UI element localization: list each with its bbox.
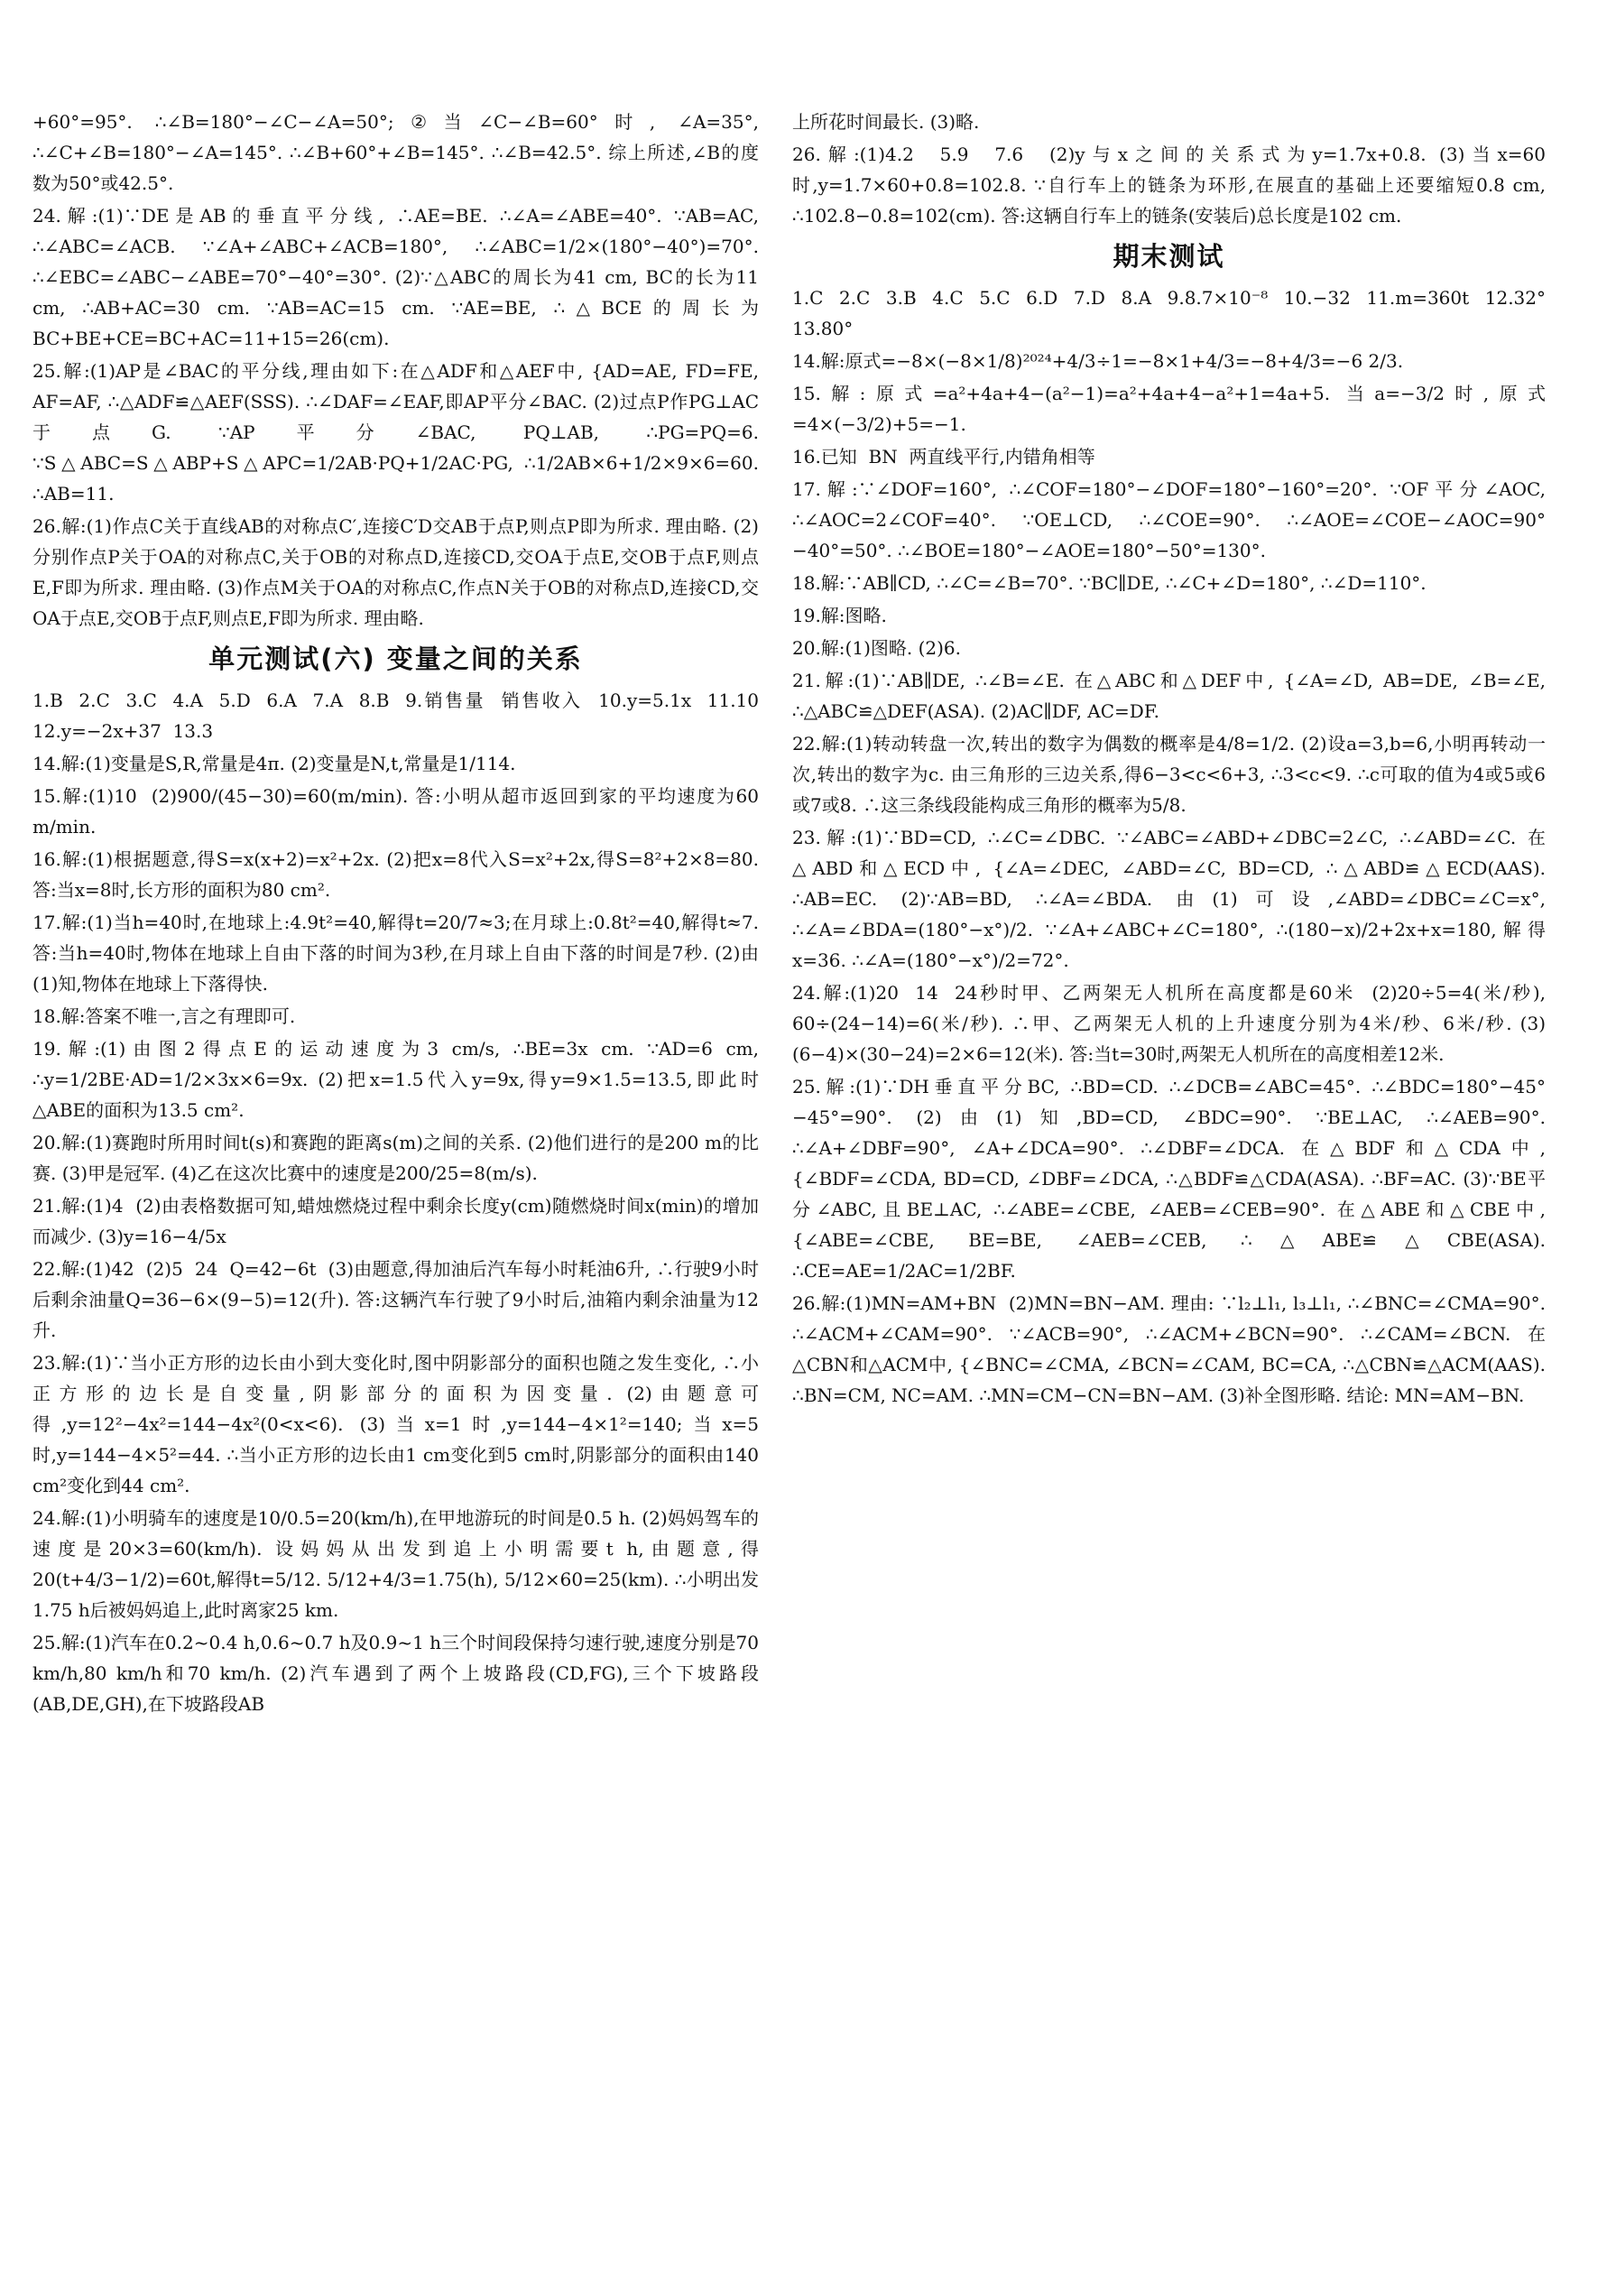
answer-paragraph: 18.解:答案不唯一,言之有理即可. <box>32 1005 296 1027</box>
answer-paragraph: 15.解:原式=a²+4a+4−(a²−1)=a²+4a+4−a²+1=4a+5. 当a=−3/2时,原式=4×(−3/2)+5=−1. <box>792 383 1546 435</box>
answer-paragraph: 21.解:(1)4 (2)由表格数据可知,蜡烛燃烧过程中剩余长度y(cm)随燃烧时间x(min)的增加而减少. (3)y=16−4/5x <box>32 1195 759 1247</box>
answer-paragraph: 24.解:(1)小明骑车的速度是10/0.5=20(km/h),在甲地游玩的时间是0.5 h. (2)妈妈驾车的速度是20×3=60(km/h). 设妈妈从出发到追上小明需要t h,由题意,得20(t+4/3−1/2)=60t,解得t=5/12. 5/12+4/3=1.75(h), 5/12×60=25(km). ∴小明出发1.75 h后被妈妈追上,此时离家25 km. <box>32 1507 759 1621</box>
section-heading: 期末测试 <box>1113 241 1225 272</box>
answer-paragraph: 22.解:(1)42 (2)5 24 Q=42−6t (3)由题意,得加油后汽车每小时耗油6升, ∴行驶9小时后剩余油量Q=36−6×(9−5)=12(升). 答:这辆汽车行驶了9小时后,油箱内剩余油量为12升. <box>32 1258 759 1341</box>
answer-paragraph: 20.解:(1)图略. (2)6. <box>792 637 962 659</box>
answer-paragraph: 1.C 2.C 3.B 4.C 5.C 6.D 7.D 8.A 9.8.7×10⁻⁸ 10.−32 11.m=360t 12.32° 13.80° <box>792 287 1557 339</box>
answer-paragraph: 22.解:(1)转动转盘一次,转出的数字为偶数的概率是4/8=1/2. (2)设a=3,b=6,小明再转动一次,转出的数字为c. 由三角形的三边关系,得6−3<c<6+3, ∴3<c<9. ∴c可取的值为4或5或6或7或8. ∴这三条线段能构成三角形的概率为5/8. <box>792 733 1546 816</box>
answer-paragraph: 23.解:(1)∵BD=CD, ∴∠C=∠DBC. ∵∠ABC=∠ABD+∠DBC=2∠C, ∴∠ABD=∠C. 在△ABD和△ECD中, {∠A=∠DEC, ∠ABD=∠C, BD=CD, ∴△ABD≌△ECD(AAS). ∴AB=EC. (2)∵AB=BD, ∴∠A=∠BDA. 由(1)可设,∠ABD=∠DBC=∠C=x°, ∴∠A=∠BDA=(180°−x°)/2. ∵∠A+∠ABC+∠C=180°, ∴(180−x)/2+2x+x=180,解得x=36. ∴∠A=(180°−x°)/2=72°. <box>792 827 1552 971</box>
answer-paragraph: 18.解:∵AB∥CD, ∴∠C=∠B=70°. ∵BC∥DE, ∴∠C+∠D=180°, ∴∠D=110°. <box>792 572 1427 594</box>
answer-paragraph: 24.解:(1)20 14 24秒时甲、乙两架无人机所在高度都是60米 (2)20÷5=4(米/秒), 60÷(24−14)=6(米/秒). ∴甲、乙两架无人机的上升速度分别为4米/秒、6米/秒. (3)(6−4)×(30−24)=2×6=12(米). 答:当t=30时,两架无人机所在的高度相差12米. <box>792 982 1552 1065</box>
answer-paragraph: 17.解:∵∠DOF=160°, ∴∠COF=180°−∠DOF=180°−160°=20°. ∵OF平分∠AOC, ∴∠AOC=2∠COF=40°. ∵OE⊥CD, ∴∠COE=90°. ∴∠AOE=∠COE−∠AOC=90°−40°=50°. ∴∠BOE=180°−∠AOE=180°−50°=130°. <box>792 478 1552 561</box>
left-column <box>32 106 771 1721</box>
answer-paragraph: 26.解:(1)作点C关于直线AB的对称点C′,连接C′D交AB于点P,则点P即为所求. 理由略. (2)分别作点P关于OA的对称点C,关于OB的对称点D,连接CD,交OA于点E,交OB于点F,则点E,F即为所求. 理由略. (3)作点M关于OA的对称点C,作点N关于OB的对称点D,连接CD,交OA于点E,交OB于点F,则点E,F即为所求. 理由略. <box>32 515 759 629</box>
answer-paragraph: +60°=95°. ∴∠B=180°−∠C−∠A=50°;②当∠C−∠B=60°时, ∠A=35°, ∴∠C+∠B=180°−∠A=145°. ∴∠B+60°+∠B=145°. ∴∠B=42.5°. 综上所述,∠B的度数为50°或42.5°. <box>32 111 765 194</box>
answer-paragraph: 16.解:(1)根据题意,得S=x(x+2)=x²+2x. (2)把x=8代入S=x²+2x,得S=8²+2×8=80. 答:当x=8时,长方形的面积为80 cm². <box>32 848 765 901</box>
answer-paragraph: 1.B 2.C 3.C 4.A 5.D 6.A 7.A 8.B 9.销售量 销售收入 10.y=5.1x 11.10 12.y=−2x+37 13.3 <box>32 690 771 742</box>
answer-paragraph: 23.解:(1)∵当小正方形的边长由小到大变化时,图中阴影部分的面积也随之发生变化, ∴小正方形的边长是自变量,阴影部分的面积为因变量. (2)由题意可得,y=12²−4x²=144−4x²(0<x<6). (3)当x=1时,y=144−4×1²=140;当x=5时,y=144−4×5²=44. ∴当小正方形的边长由1 cm变化到5 cm时,阴影部分的面积由140 cm²变化到44 cm². <box>32 1352 765 1496</box>
answer-paragraph: 26.解:(1)MN=AM+BN (2)MN=BN−AM. 理由: ∵l₂⊥l₁, l₃⊥l₁, ∴∠BNC=∠CMA=90°. ∴∠ACM+∠CAM=90°. ∵∠ACB=90°, ∴∠ACM+∠BCN=90°. ∴∠CAM=∠BCN. 在△CBN和△ACM中, {∠BNC=∠CMA, ∠BCN=∠CAM, BC=CA, ∴△CBN≌△ACM(AAS). ∴BN=CM, NC=AM. ∴MN=CM−CN=BN−AM. (3)补全图形略. 结论: MN=AM−BN. <box>792 1292 1552 1406</box>
section-heading: 单元测试(六) 变量之间的关系 <box>208 643 583 674</box>
answer-paragraph: 14.解:(1)变量是S,R,常量是4π. (2)变量是N,t,常量是1/114. <box>32 753 516 774</box>
answer-paragraph: 19.解:图略. <box>792 605 887 626</box>
answer-paragraph: 19.解:(1)由图2得点E的运动速度为3 cm/s, ∴BE=3x cm. ∵AD=6 cm, ∴y=1/2BE·AD=1/2×3x×6=9x. (2)把x=1.5代入y=9x,得y=9×1.5=13.5,即此时△ABE的面积为13.5 cm². <box>32 1038 765 1121</box>
answer-paragraph: 17.解:(1)当h=40时,在地球上:4.9t²=40,解得t=20/7≈3;在月球上:0.8t²=40,解得t≈7. 答:当h=40时,物体在地球上自由下落的时间为3秒,在月球上自由下落的时间是7秒. (2)由(1)知,物体在地球上下落得快. <box>32 912 765 995</box>
answer-paragraph: 14.解:原式=−8×(−8×1/8)²⁰²⁴+4/3÷1=−8×1+4/3=−8+4/3=−6 2/3. <box>792 350 1404 372</box>
answer-paragraph: 26.解:(1)4.2 5.9 7.6 (2)y与x之间的关系式为y=1.7x+0.8. (3)当x=60时,y=1.7×60+0.8=102.8. ∵自行车上的链条为环形,在展直的基础上还要缩短0.8 cm, ∴102.8−0.8=102(cm). 答:这辆自行车上的链条(安装后)总长度是102 cm. <box>792 144 1552 227</box>
answer-paragraph: 21.解:(1)∵AB∥DE, ∴∠B=∠E. 在△ABC和△DEF中, {∠A=∠D, AB=DE, ∠B=∠E, ∴△ABC≌△DEF(ASA). (2)AC∥DF, AC=DF. <box>792 670 1552 722</box>
answer-paragraph: 24.解:(1)∵DE是AB的垂直平分线, ∴AE=BE. ∴∠A=∠ABE=40°. ∵AB=AC, ∴∠ABC=∠ACB. ∵∠A+∠ABC+∠ACB=180°, ∴∠ABC=1/2×(180°−40°)=70°. ∴∠EBC=∠ABC−∠ABE=70°−40°=30°. (2)∵△ABC的周长为41 cm, BC的长为11 cm, ∴AB+AC=30 cm. ∵AB=AC=15 cm. ∵AE=BE, ∴△BCE的周长为BC+BE+CE=BC+AC=11+15=26(cm). <box>32 205 765 349</box>
answer-paragraph: 16.已知 BN 两直线平行,内错角相等 <box>792 446 1095 468</box>
answer-paragraph: 20.解:(1)赛跑时所用时间t(s)和赛跑的距离s(m)之间的关系. (2)他们进行的是200 m的比赛. (3)甲是冠军. (4)乙在这次比赛中的速度是200/25=8(m/s). <box>32 1132 759 1184</box>
answer-paragraph: 25.解:(1)汽车在0.2~0.4 h,0.6~0.7 h及0.9~1 h三个时间段保持匀速行驶,速度分别是70 km/h,80 km/h和70 km/h. (2)汽车遇到了两个上坡路段(CD,FG),三个下坡路段(AB,DE,GH),在下坡路段AB <box>32 1632 765 1715</box>
answer-paragraph: 15.解:(1)10 (2)900/(45−30)=60(m/min). 答:小明从超市返回到家的平均速度为60 m/min. <box>32 785 765 838</box>
answer-paragraph: 上所花时间最长. (3)略. <box>792 111 980 133</box>
right-column <box>792 106 1557 1412</box>
answer-paragraph: 25.解:(1)AP是∠BAC的平分线,理由如下:在△ADF和△AEF中, {AD=AE, FD=FE, AF=AF, ∴△ADF≌△AEF(SSS). ∴∠DAF=∠EAF,即AP平分∠BAC. (2)过点P作PG⊥AC于点G. ∵AP平分∠BAC, PQ⊥AB, ∴PG=PQ=6. ∵S△ABC=S△ABP+S△APC=1/2AB·PQ+1/2AC·PG, ∴1/2AB×6+1/2×9×6=60. ∴AB=11. <box>32 360 765 505</box>
answer-paragraph: 25.解:(1)∵DH垂直平分BC, ∴BD=CD. ∴∠DCB=∠ABC=45°. ∴∠BDC=180°−45°−45°=90°. (2)由(1)知,BD=CD, ∠BDC=90°. ∵BE⊥AC, ∴∠AEB=90°. ∴∠A+∠DBF=90°, ∠A+∠DCA=90°. ∴∠DBF=∠DCA. 在△BDF和△CDA中, {∠BDF=∠CDA, BD=CD, ∠DBF=∠DCA, ∴△BDF≌△CDA(ASA). ∴BF=AC. (3)∵BE平分∠ABC,且BE⊥AC, ∴∠ABE=∠CBE, ∠AEB=∠CEB=90°. 在△ABE和△CBE中, {∠ABE=∠CBE, BE=BE, ∠AEB=∠CEB, ∴△ABE≌△CBE(ASA). ∴CE=AE=1/2AC=1/2BF. <box>792 1076 1552 1282</box>
